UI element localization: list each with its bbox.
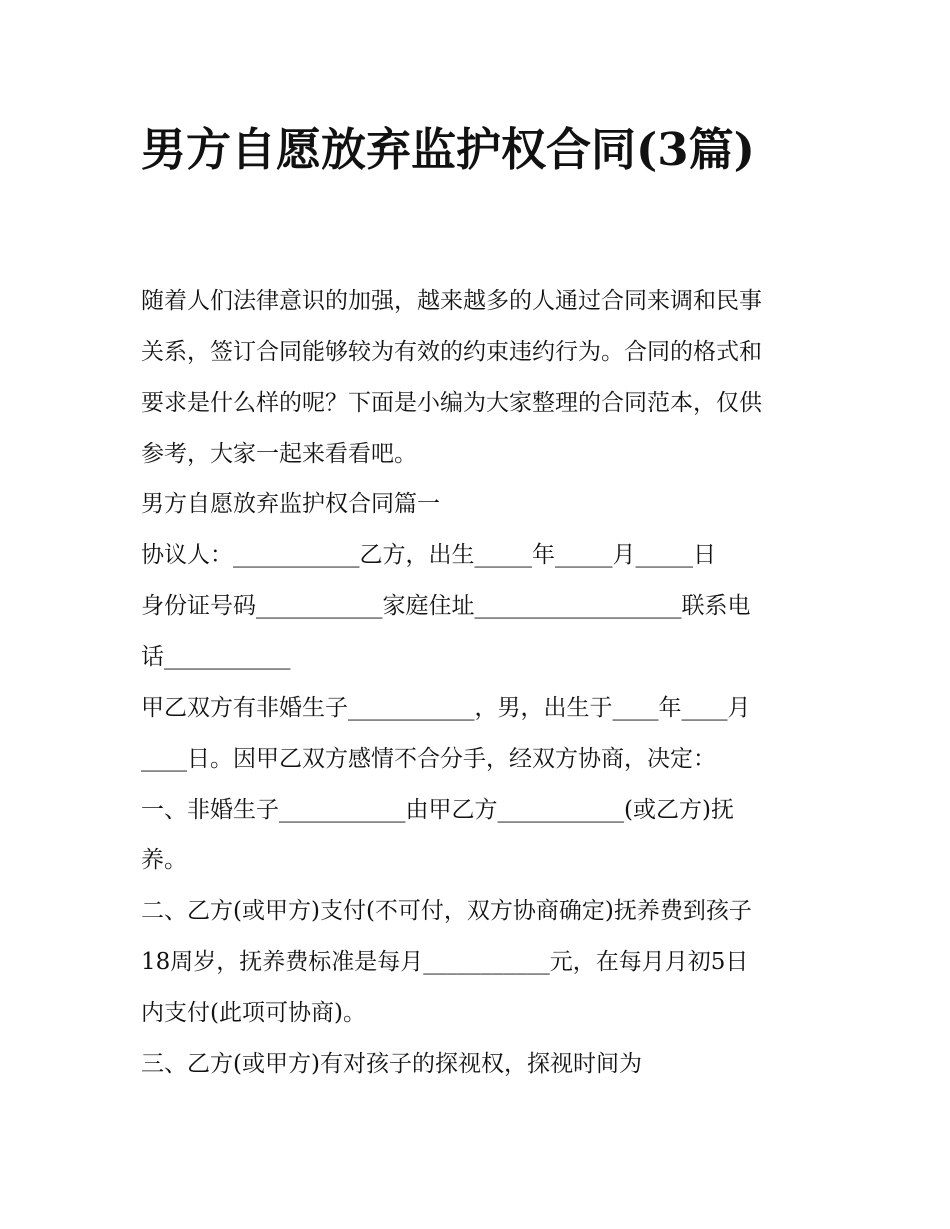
document-title: 男方自愿放弃监护权合同(3篇) (141, 123, 755, 176)
body-line: 随着人们法律意识的加强，越来越多的人通过合同来调和民事 (141, 288, 762, 314)
body-line: 要求是什么样的呢？下面是小编为大家整理的合同范本，仅供 (141, 390, 762, 416)
body-line: 养。 (141, 847, 187, 873)
section-heading: 男方自愿放弃监护权合同篇一 (141, 491, 440, 517)
body-line: 协议人：___________乙方，出生_____年_____月_____日 (141, 542, 716, 568)
body-line: 身份证号码___________家庭住址__________________联系电 (141, 593, 751, 619)
body-line: 话___________ (141, 644, 291, 670)
body-line: 甲乙双方有非婚生子___________，男，出生于____年____月 (141, 695, 751, 721)
body-line: 参考，大家一起来看看吧。 (141, 441, 417, 467)
body-line: ____日。因甲乙双方感情不合分手，经双方协商，决定： (141, 746, 716, 772)
body-line: 三、乙方(或甲方)有对孩子的探视权，探视时间为 (141, 1051, 642, 1077)
body-line: 内支付(此项可协商)。 (141, 1000, 366, 1026)
body-line: 18周岁，抚养费标准是每月___________元，在每月月初5日 (141, 949, 749, 975)
body-line: 二、乙方(或甲方)支付(不可付，双方协商确定)抚养费到孩子 (141, 898, 752, 924)
body-line: 关系，签订合同能够较为有效的约束违约行为。合同的格式和 (141, 339, 762, 365)
body-line: 一、非婚生子___________由甲乙方___________(或乙方)抚 (141, 797, 734, 823)
